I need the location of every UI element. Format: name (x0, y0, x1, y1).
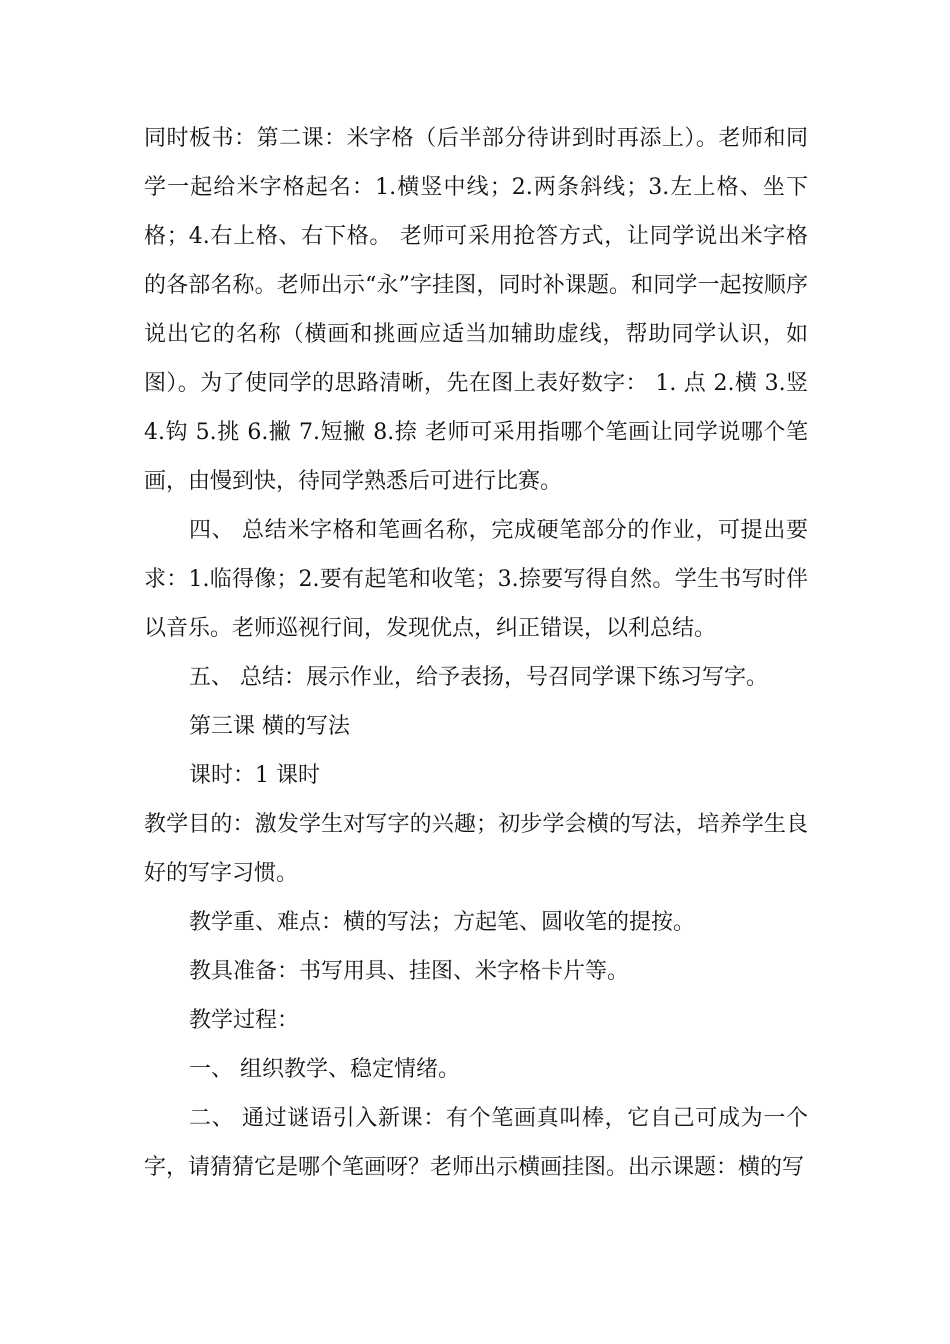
paragraph-intro: 同时板书：第二课：米字格（后半部分待讲到时再添上）。老师和同学一起给米字格起名：1.横竖中线；2.两条斜线；3.左上格、坐下格；4.右上格、右下格。 老师可采用抢答方式，让同学说出米字格的各部名称。老师出示“永”字挂图，同时补课题。和同学一起按顺序说出它的名称（横画和挑画应适当加辅助虚线，帮助同学认识，如图）。为了使同学的思路清晰，先在图上表好数字： 1. 点 2.横 3.竖 4.钩 5.挑 6.撇 7.短撇 8.捺 老师可采用指哪个笔画让同学说哪个笔画，由慢到快，待同学熟悉后可进行比赛。 (144, 126, 808, 494)
lesson-materials: 教具准备：书写用具、挂图、米字格卡片等。 (189, 959, 630, 984)
lesson-process-heading: 教学过程： (189, 1008, 300, 1033)
lesson-duration: 课时：1 课时 (189, 763, 320, 788)
process-step-one: 一、 组织教学、稳定情绪。 (189, 1057, 460, 1082)
paragraph-section-five: 五、 总结：展示作业，给予表扬，号召同学课下练习写字。 (189, 665, 768, 690)
lesson-objective: 教学目的：激发学生对写字的兴趣；初步学会横的写法，培养学生良好的写字习惯。 (144, 812, 808, 886)
lesson-key-points: 教学重、难点：横的写法；方起笔、圆收笔的提按。 (189, 910, 696, 935)
process-step-two: 二、 通过谜语引入新课：有个笔画真叫棒，它自己可成为一个字，请猜猜它是哪个笔画呀？老师出示横画挂图。出示课题：横的写 (144, 1106, 808, 1180)
document-page (144, 114, 808, 1192)
paragraph-section-four: 四、 总结米字格和笔画名称，完成硬笔部分的作业，可提出要求：1.临得像；2.要有起笔和收笔；3.捺要写得自然。学生书写时伴以音乐。老师巡视行间，发现优点，纠正错误，以利总结。 (144, 518, 808, 641)
lesson-heading: 第三课 横的写法 (189, 714, 350, 739)
